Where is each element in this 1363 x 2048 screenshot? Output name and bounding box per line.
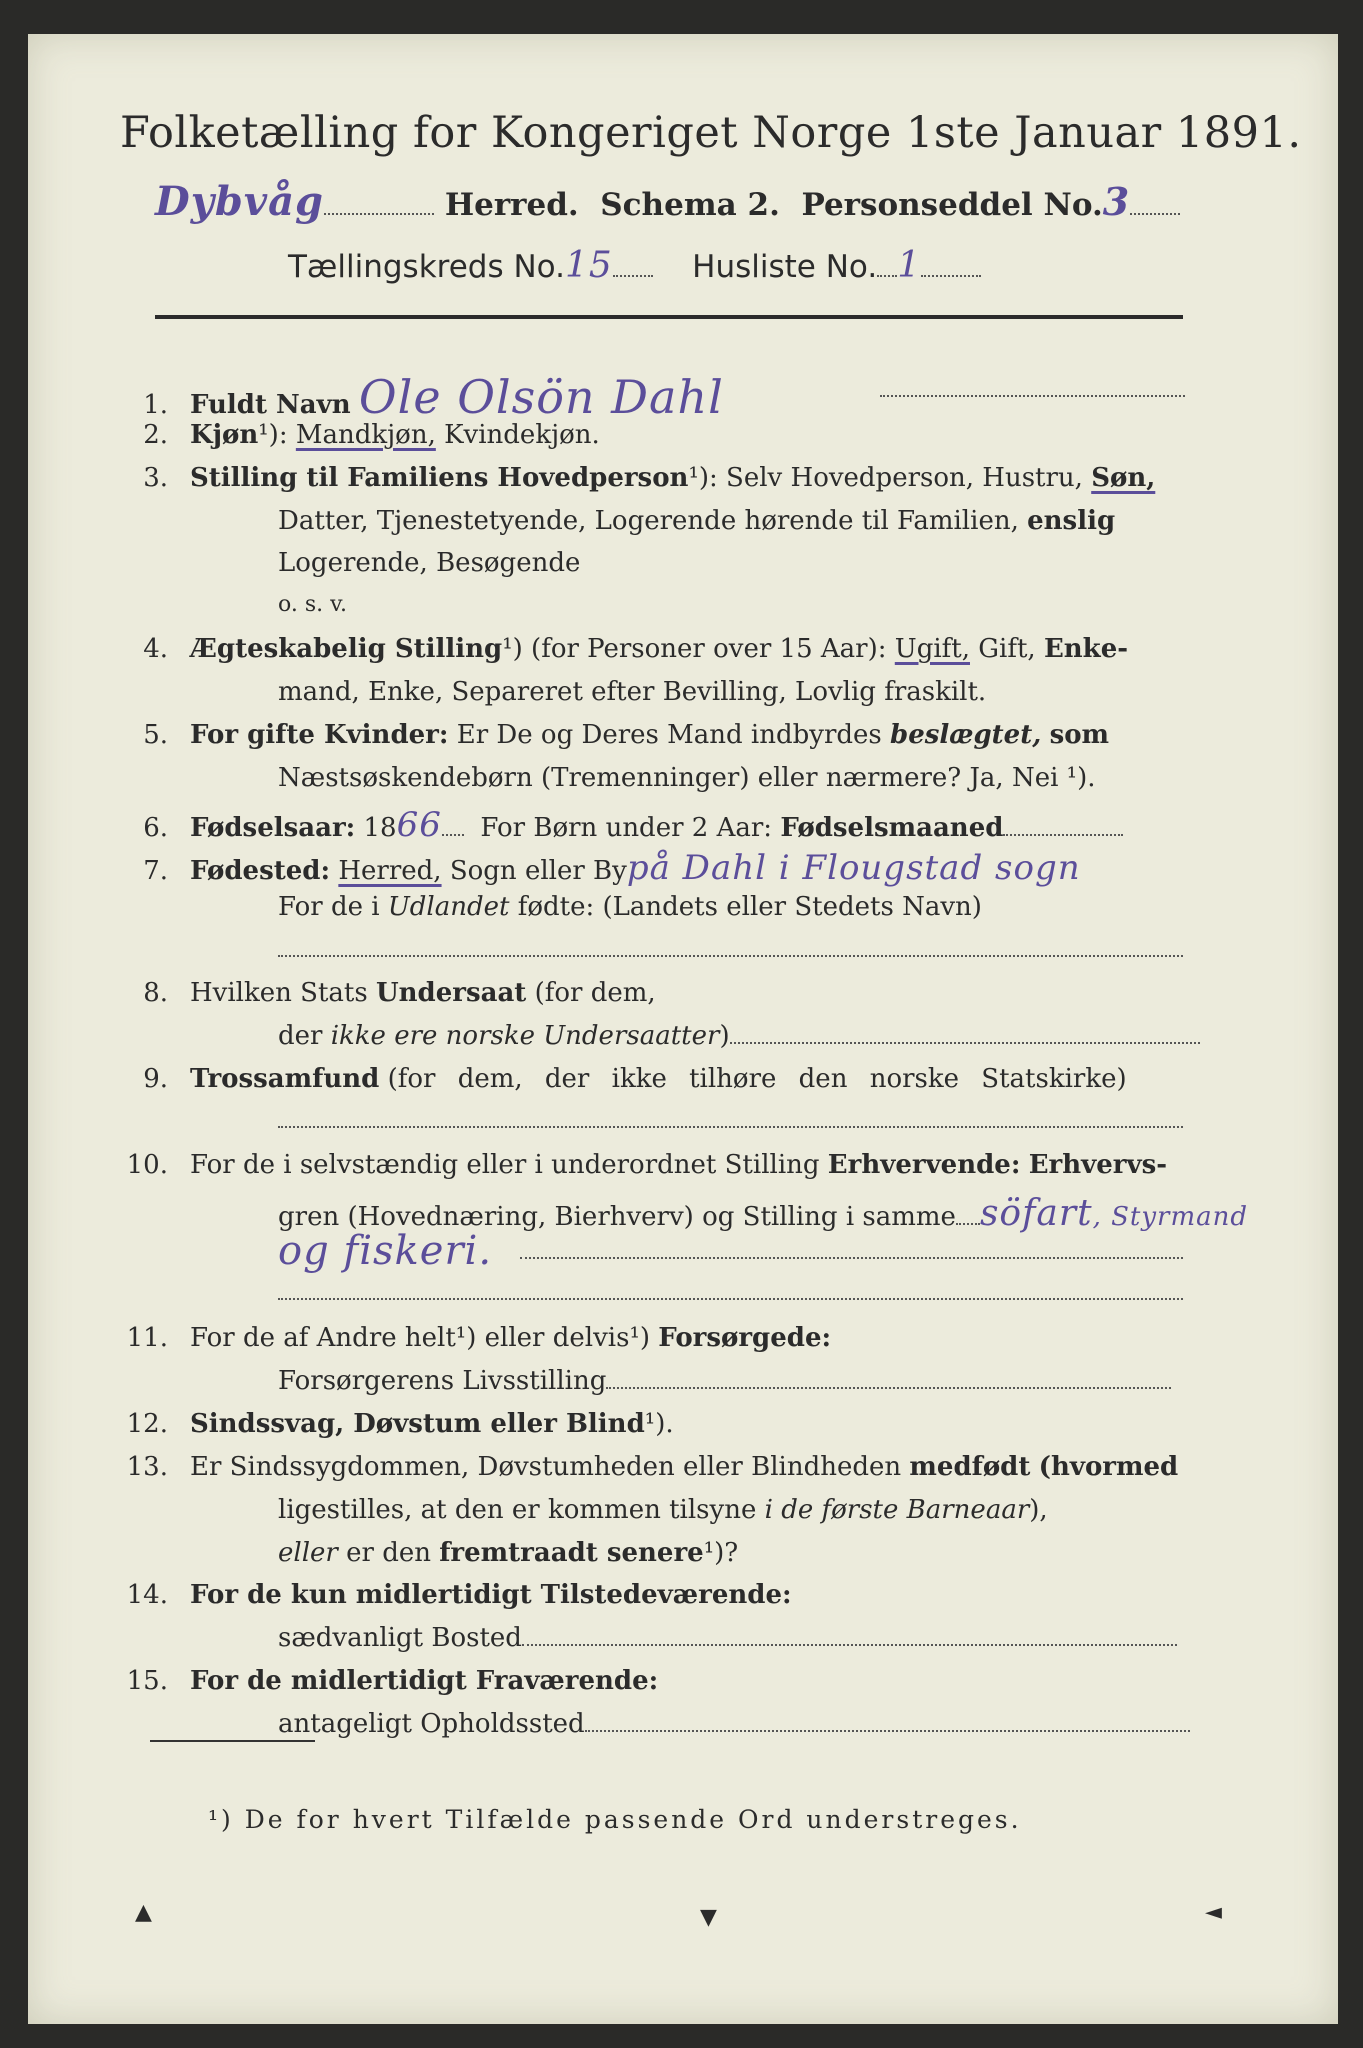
registration-mark-left: ▲ bbox=[135, 1900, 152, 1925]
husliste-number: 1 bbox=[897, 245, 922, 286]
option-ugift: Ugift, bbox=[894, 634, 970, 664]
registration-mark-center: ▼ bbox=[700, 1905, 717, 1930]
item-9: 9. Trossamfund (for dem, der ikke tilhøre den norske Statskirke) bbox=[143, 1064, 1127, 1094]
item-12: 12. Sindssvag, Døvstum eller Blind¹). bbox=[126, 1409, 674, 1439]
item-3: 3. Stilling til Familiens Hovedperson¹): Selv Hovedperson, Hustru, Søn, bbox=[143, 463, 1156, 493]
footnote-rule bbox=[150, 1740, 315, 1742]
item-11: 11. For de af Andre helt¹) eller delvis¹) Forsørgede: bbox=[126, 1323, 832, 1353]
full-name-handwritten: Ole Olsön Dahl bbox=[358, 370, 724, 424]
schema-label: Schema 2. bbox=[600, 187, 780, 223]
header-rule bbox=[155, 315, 1183, 319]
taellingskreds-number: 15 bbox=[564, 245, 613, 286]
personseddel-label: Personseddel No. bbox=[801, 187, 1103, 223]
registration-mark-right: ◄ bbox=[1205, 1900, 1222, 1925]
herred-label: Herred. bbox=[444, 187, 579, 223]
personseddel-number: 3 bbox=[1102, 179, 1131, 224]
item-5: 5. For gifte Kvinder: Er De og Deres Mand indbyrdes beslægtet, som bbox=[143, 720, 1110, 750]
item-15: 15. For de midlertidigt Fraværende: bbox=[126, 1666, 659, 1696]
herred-handwritten: Dybvåg bbox=[155, 178, 325, 225]
occupation-handwritten-extra: , Styrmand bbox=[1092, 1202, 1249, 1232]
occupation-handwritten: söfart bbox=[979, 1193, 1093, 1234]
item-13: 13. Er Sindssygdommen, Døvstumheden eller Blindheden medfødt (hvormed bbox=[126, 1452, 1179, 1482]
item-4: 4. Ægteskabelig Stilling¹) (for Personer over 15 Aar): Ugift, Gift, Enke- bbox=[143, 634, 1129, 664]
page-title: Folketælling for Kongeriget Norge 1ste Januar 1891. bbox=[120, 108, 1302, 158]
footnote: ¹) De for hvert Tilfælde passende Ord understreges. bbox=[208, 1805, 1022, 1834]
taellingskreds-label: Tællingskreds No. bbox=[288, 249, 565, 285]
option-herred: Herred, bbox=[338, 856, 442, 886]
header-kreds-line bbox=[288, 245, 981, 286]
item-10: 10. For de i selvstændig eller i underordnet Stilling Erhvervende: Erhvervs- bbox=[126, 1150, 1168, 1180]
item-1: 1. Fuldt Navn Ole Olsön Dahl bbox=[143, 370, 724, 424]
item-2: 2. Kjøn¹): Mandkjøn, Kvindekjøn. bbox=[143, 420, 600, 450]
header-herred-line bbox=[155, 178, 1180, 225]
husliste-label: Husliste No. bbox=[692, 249, 878, 285]
occupation-handwritten-line2: og fiskeri. bbox=[278, 1228, 493, 1274]
item-8: 8. Hvilken Stats Undersaat (for dem, bbox=[143, 978, 656, 1008]
birthplace-handwritten: på Dahl i Flougstad sogn bbox=[626, 848, 1081, 888]
item-6: 6. Fødselsaar: 1866 For Børn under 2 Aar: Fødselsmaaned bbox=[120, 805, 1123, 845]
birth-year-handwritten: 66 bbox=[396, 805, 442, 845]
option-son: Søn, bbox=[1091, 463, 1156, 493]
item-7: 7. Fødested: Herred, Sogn eller Bypå Dahl i Flougstad sogn bbox=[143, 848, 1081, 888]
item-14: 14. For de kun midlertidigt Tilstedeværende: bbox=[126, 1580, 792, 1610]
option-mandkjon: Mandkjøn, bbox=[295, 420, 436, 450]
